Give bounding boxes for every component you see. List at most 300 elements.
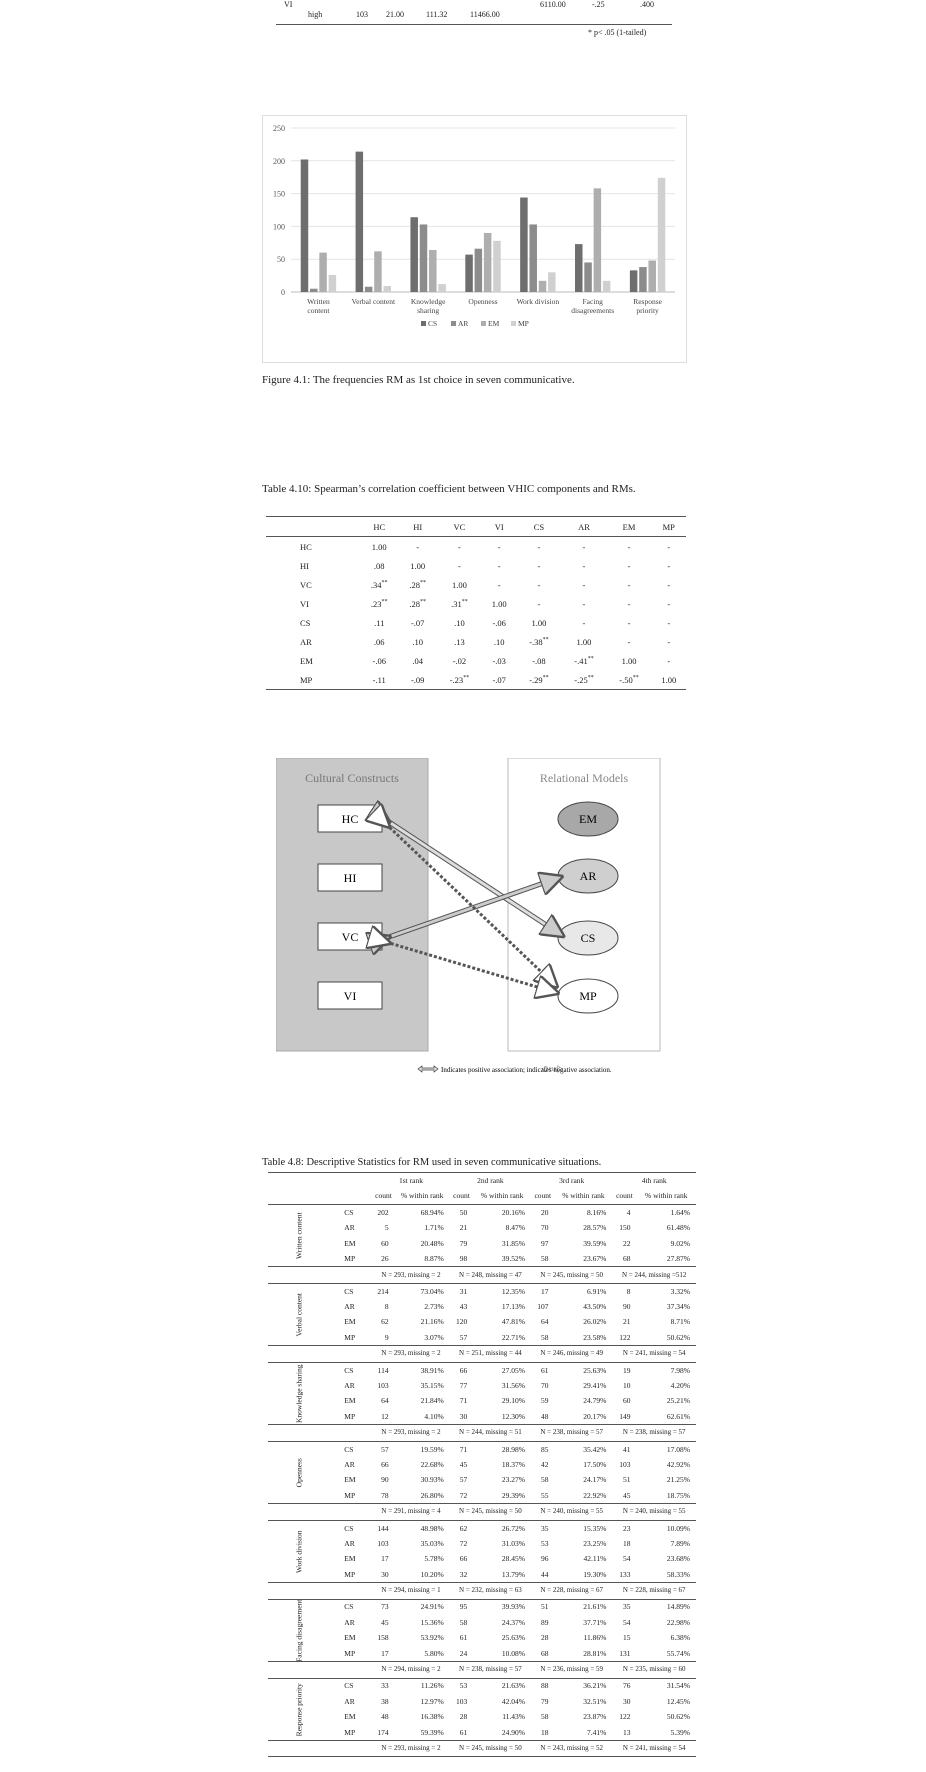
percent-header: % within rank xyxy=(480,1191,524,1201)
table-row xyxy=(268,1236,696,1251)
bar-ar-5 xyxy=(584,262,592,292)
count-cell: 96 xyxy=(541,1554,549,1564)
percent-cell: 10.08% xyxy=(501,1648,526,1658)
totals-blank xyxy=(268,1346,372,1362)
correlation-cell: - xyxy=(582,579,586,590)
count-cell: 72 xyxy=(459,1538,468,1548)
count-cell: 15 xyxy=(622,1633,631,1643)
percent-cell: 11.43% xyxy=(502,1712,526,1722)
legend-label: AR xyxy=(458,319,469,328)
table-row xyxy=(268,1694,696,1709)
count-cell: 51 xyxy=(622,1475,631,1485)
table-rule xyxy=(276,24,672,25)
fragment-value: 11466.00 xyxy=(470,10,500,19)
bar-ar-3 xyxy=(475,249,483,292)
count-cell: 79 xyxy=(459,1238,468,1248)
count-cell: 24 xyxy=(459,1648,468,1658)
correlation-row xyxy=(266,670,686,690)
percent-cell: 36.21% xyxy=(583,1681,607,1691)
correlation-table xyxy=(266,516,686,690)
row-label: HI xyxy=(300,560,309,571)
totals-cell: N = 293, missing = 2 xyxy=(372,1741,449,1757)
percent-cell: 35.15% xyxy=(420,1381,444,1391)
percent-cell: 5.78% xyxy=(424,1554,444,1564)
correlation-cell: 1.00 xyxy=(371,541,387,552)
rm-label: EM xyxy=(344,1554,356,1564)
fragment-value: 6110.00 xyxy=(540,0,566,9)
count-cell: 61 xyxy=(541,1365,549,1375)
legend-swatch-ar xyxy=(451,321,456,326)
count-cell: 48 xyxy=(381,1712,389,1722)
count-cell: 73 xyxy=(381,1602,389,1612)
totals-blank xyxy=(268,1583,372,1599)
rm-label: CS xyxy=(344,1681,354,1691)
count-cell: 66 xyxy=(459,1365,468,1375)
column-header: HI xyxy=(413,521,423,532)
totals-cell: N = 245, missing = 50 xyxy=(531,1267,612,1283)
vi-label: VI xyxy=(284,0,293,9)
bar-mp-0 xyxy=(329,275,337,292)
count-cell: 51 xyxy=(541,1602,549,1612)
percent-cell: 31.03% xyxy=(501,1538,526,1548)
count-cell: 122 xyxy=(619,1712,631,1722)
count-cell: 45 xyxy=(622,1490,631,1500)
table-row xyxy=(268,1204,696,1220)
column-header: CS xyxy=(533,521,545,532)
descriptive-statistics-table xyxy=(268,1172,696,1757)
significance-marker: ** xyxy=(587,674,594,681)
situation-label xyxy=(268,1204,330,1267)
bar-ar-6 xyxy=(639,267,647,292)
percent-cell: 24.90% xyxy=(501,1727,526,1737)
x-tick-label: Response xyxy=(633,297,662,306)
correlation-cell: - xyxy=(667,579,671,590)
rm-label: EM xyxy=(344,1238,356,1248)
correlation-cell: - xyxy=(537,598,541,609)
model-label: CS xyxy=(580,931,596,945)
count-cell: 32 xyxy=(459,1569,468,1579)
percent-cell: 42.04% xyxy=(501,1696,526,1706)
count-cell: 61 xyxy=(459,1633,468,1643)
count-cell: 8 xyxy=(626,1286,631,1296)
correlation-cell: .28** xyxy=(409,598,427,609)
totals-cell: N = 294, missing = 1 xyxy=(372,1583,449,1599)
rm-label: CS xyxy=(344,1602,354,1612)
percent-cell: 15.35% xyxy=(583,1523,607,1533)
correlation-row xyxy=(266,632,686,651)
percent-cell: 35.42% xyxy=(583,1444,607,1454)
correlation-cell: - xyxy=(667,636,671,647)
percent-cell: 39.52% xyxy=(501,1253,526,1263)
x-tick-label: Openness xyxy=(468,297,498,306)
correlation-cell: - xyxy=(537,579,541,590)
table-row xyxy=(268,1551,696,1566)
totals-cell: N = 293, missing = 2 xyxy=(372,1425,449,1441)
totals-blank xyxy=(268,1741,372,1757)
x-tick-label: priority xyxy=(636,306,659,315)
bar-cs-1 xyxy=(356,152,364,292)
count-cell: 5 xyxy=(384,1223,389,1233)
percent-cell: 73.04% xyxy=(420,1286,444,1296)
percent-cell: 27.87% xyxy=(666,1253,690,1263)
table-row xyxy=(268,1472,696,1487)
count-cell: 158 xyxy=(377,1633,389,1643)
relational-models-title: Relational Models xyxy=(539,771,629,785)
percent-header: % within rank xyxy=(562,1191,605,1201)
count-cell: 60 xyxy=(622,1396,631,1406)
table-row xyxy=(268,1393,696,1408)
bar-mp-1 xyxy=(383,286,391,292)
correlation-cell: -.06 xyxy=(372,655,386,666)
correlation-cell: .28** xyxy=(409,579,427,590)
bar-em-1 xyxy=(374,251,382,292)
bar-mp-2 xyxy=(438,284,446,292)
percent-cell: 17.50% xyxy=(583,1459,607,1469)
count-header: count xyxy=(616,1191,633,1201)
correlation-cell: - xyxy=(582,560,586,571)
totals-cell: N = 291, missing = 4 xyxy=(372,1504,449,1520)
figure-caption xyxy=(262,374,575,386)
construct-label: VC xyxy=(341,930,359,944)
column-header: EM xyxy=(622,521,636,532)
x-tick-label: Knowledge xyxy=(410,297,446,306)
row-label: EM xyxy=(300,655,313,666)
fragment-value: 21.00 xyxy=(386,10,404,19)
count-cell: 174 xyxy=(377,1727,389,1737)
count-cell: 26 xyxy=(381,1253,389,1263)
count-cell: 98 xyxy=(459,1253,468,1263)
percent-cell: 29.10% xyxy=(501,1396,526,1406)
bar-ar-1 xyxy=(365,287,373,292)
correlation-cell: .34** xyxy=(370,579,388,590)
bar-mp-6 xyxy=(658,178,666,292)
count-cell: 64 xyxy=(381,1396,389,1406)
count-cell: 38 xyxy=(381,1696,389,1706)
significance-marker: ** xyxy=(381,598,388,605)
significance-marker: ** xyxy=(381,579,388,586)
high-label: high xyxy=(308,10,323,19)
correlation-cell: 1.00 xyxy=(576,636,592,647)
correlation-cell: - xyxy=(627,560,631,571)
percent-cell: 15.36% xyxy=(420,1617,444,1627)
correlation-cell: - xyxy=(497,560,501,571)
percent-cell: 50.62% xyxy=(666,1332,690,1342)
model-label: MP xyxy=(579,989,597,1003)
percent-cell: 59.39% xyxy=(420,1727,444,1737)
count-cell: 120 xyxy=(455,1317,468,1327)
count-cell: 30 xyxy=(459,1411,468,1421)
count-cell: 57 xyxy=(459,1475,468,1485)
table-row xyxy=(268,1409,696,1425)
table-4-10-title: Table 4.10: Spearman’s correlation coefficient between VHIC components and RMs. xyxy=(262,483,636,495)
percent-cell: 7.98% xyxy=(670,1365,690,1375)
percent-cell: 27.05% xyxy=(501,1365,526,1375)
y-tick-label: 0 xyxy=(281,288,285,297)
table-row xyxy=(268,1457,696,1472)
count-cell: 30 xyxy=(622,1696,631,1706)
table-row xyxy=(268,1678,696,1694)
totals-cell: N = 241, missing = 54 xyxy=(612,1346,696,1362)
table-row xyxy=(268,1630,696,1645)
count-cell: 21 xyxy=(459,1223,468,1233)
count-cell: 57 xyxy=(459,1332,468,1342)
count-cell: 31 xyxy=(459,1286,468,1296)
totals-blank xyxy=(268,1662,372,1678)
count-cell: 45 xyxy=(459,1459,468,1469)
rm-label: MP xyxy=(344,1411,356,1421)
percent-cell: 22.71% xyxy=(501,1332,526,1342)
percent-cell: 7.41% xyxy=(586,1727,607,1737)
table-row xyxy=(268,1599,696,1615)
count-cell: 89 xyxy=(541,1617,549,1627)
count-cell: 79 xyxy=(541,1696,549,1706)
percent-cell: 21.63% xyxy=(501,1681,526,1691)
column-header: VI xyxy=(494,521,504,532)
count-cell: 18 xyxy=(541,1727,549,1737)
count-cell: 17 xyxy=(541,1286,549,1296)
count-cell: 90 xyxy=(381,1475,389,1485)
percent-cell: 42.92% xyxy=(666,1459,690,1469)
fragment-value: .400 xyxy=(640,0,654,9)
correlation-cell: - xyxy=(497,541,501,552)
correlation-cell: 1.00 xyxy=(531,617,547,628)
correlation-row xyxy=(266,651,686,670)
x-tick-label: Work division xyxy=(516,297,560,306)
totals-row xyxy=(268,1346,696,1362)
percent-cell: 12.45% xyxy=(666,1696,690,1706)
table-row xyxy=(268,1567,696,1583)
correlation-cell: - xyxy=(627,636,631,647)
table-row xyxy=(268,1362,696,1378)
count-cell: 90 xyxy=(622,1302,631,1312)
rm-label: EM xyxy=(344,1475,356,1485)
percent-cell: 61.48% xyxy=(666,1223,690,1233)
correlation-cell: .10 xyxy=(412,636,424,647)
count-cell: 85 xyxy=(541,1444,549,1454)
count-cell: 41 xyxy=(622,1444,631,1454)
table-row xyxy=(268,1536,696,1551)
percent-cell: 8.47% xyxy=(505,1223,526,1233)
x-tick-label: sharing xyxy=(417,306,440,315)
correlation-cell: - xyxy=(627,579,631,590)
count-cell: 12 xyxy=(381,1411,389,1421)
rm-label: AR xyxy=(344,1459,355,1469)
totals-cell: N = 244, missing = 51 xyxy=(450,1425,531,1441)
situation-label xyxy=(268,1599,330,1662)
totals-cell: N = 240, missing = 55 xyxy=(531,1504,612,1520)
row-label: AR xyxy=(300,636,312,647)
percent-cell: 7.89% xyxy=(670,1538,690,1548)
correlation-cell: - xyxy=(627,541,631,552)
correlation-row xyxy=(266,575,686,594)
count-cell: 71 xyxy=(459,1444,468,1454)
percent-cell: 25.21% xyxy=(666,1396,690,1406)
y-tick-label: 100 xyxy=(273,222,285,232)
table-row xyxy=(268,1378,696,1393)
legend-swatch-mp xyxy=(511,321,516,326)
count-cell: 68 xyxy=(622,1253,631,1263)
percent-cell: 39.93% xyxy=(501,1602,526,1612)
y-tick-label: 250 xyxy=(273,124,285,133)
percent-cell: 26.02% xyxy=(583,1317,607,1327)
count-cell: 17 xyxy=(381,1554,389,1564)
count-cell: 53 xyxy=(541,1538,549,1548)
table-row xyxy=(268,1283,696,1299)
y-tick-label: 200 xyxy=(273,156,285,166)
correlation-cell: - xyxy=(458,560,461,571)
percent-cell: 8.87% xyxy=(424,1253,444,1263)
count-cell: 97 xyxy=(541,1238,549,1248)
rm-label: EM xyxy=(344,1317,356,1327)
rm-label: MP xyxy=(344,1490,356,1500)
x-tick-label: content xyxy=(307,306,330,315)
row-label: CS xyxy=(300,617,311,628)
count-cell: 50 xyxy=(459,1207,468,1217)
percent-cell: 16.38% xyxy=(420,1712,444,1722)
correlation-header-row xyxy=(266,517,686,537)
percent-cell: 28.81% xyxy=(583,1648,607,1658)
correlation-cell: - xyxy=(582,598,586,609)
totals-cell: N = 232, missing = 63 xyxy=(450,1583,531,1599)
correlation-cell: -.23** xyxy=(449,674,470,685)
percent-cell: 4.20% xyxy=(670,1381,690,1391)
count-cell: 78 xyxy=(381,1490,389,1500)
table-row xyxy=(268,1315,696,1330)
percent-cell: 42.11% xyxy=(583,1554,607,1564)
count-cell: 103 xyxy=(377,1381,389,1391)
correlation-cell: - xyxy=(582,541,586,552)
totals-cell: N = 238, missing = 57 xyxy=(450,1662,531,1678)
totals-cell: N = 244, missing =512 xyxy=(612,1267,696,1283)
significance-marker: ** xyxy=(420,598,427,605)
fragment-value: 111.32 xyxy=(426,10,448,19)
table-row xyxy=(268,1725,696,1741)
legend-label: EM xyxy=(488,319,500,328)
percent-cell: 5.80% xyxy=(424,1648,444,1658)
correlation-cell: - xyxy=(497,579,501,590)
count-cell: 21 xyxy=(622,1317,631,1327)
percent-cell: 23.25% xyxy=(583,1538,607,1548)
situation-label-text: Knowledge sharing xyxy=(294,1364,304,1423)
percent-cell: 37.34% xyxy=(666,1302,690,1312)
percent-cell: 23.68% xyxy=(666,1554,690,1564)
blank-header xyxy=(330,1188,372,1204)
correlation-cell: - xyxy=(667,560,671,571)
correlation-cell: -.29** xyxy=(529,674,549,685)
percent-cell: 11.86% xyxy=(583,1633,607,1643)
count-cell: 35 xyxy=(541,1523,549,1533)
count-header: count xyxy=(453,1191,470,1201)
rm-label: CS xyxy=(344,1286,354,1296)
table-row xyxy=(268,1646,696,1662)
count-cell: 58 xyxy=(541,1712,549,1722)
totals-cell: N = 245, missing = 50 xyxy=(450,1504,531,1520)
correlation-cell: - xyxy=(537,560,541,571)
column-header: HC xyxy=(373,521,386,532)
count-cell: 17 xyxy=(381,1648,389,1658)
percent-cell: 4.10% xyxy=(424,1411,444,1421)
significance-marker: ** xyxy=(587,655,594,662)
correlation-cell: -.03 xyxy=(492,655,506,666)
percent-cell: 29.39% xyxy=(501,1490,526,1500)
percent-cell: 8.16% xyxy=(586,1207,607,1217)
count-cell: 62 xyxy=(381,1317,389,1327)
percent-cell: 21.61% xyxy=(583,1602,607,1612)
legend-swatch-em xyxy=(481,321,486,326)
rm-label: AR xyxy=(344,1302,355,1312)
totals-cell: N = 228, missing = 67 xyxy=(531,1583,612,1599)
correlation-cell: -.11 xyxy=(372,674,386,685)
totals-cell: N = 238, missing = 57 xyxy=(531,1425,612,1441)
percent-cell: 20.48% xyxy=(420,1238,444,1248)
percent-cell: 13.79% xyxy=(501,1569,526,1579)
totals-blank xyxy=(268,1267,372,1283)
bar-cs-4 xyxy=(520,198,528,292)
rm-label: AR xyxy=(344,1381,355,1391)
table-row xyxy=(268,1441,696,1457)
table-row xyxy=(268,1299,696,1314)
correlation-cell: - xyxy=(582,617,586,628)
percent-cell: 1.71% xyxy=(424,1223,444,1233)
correlation-cell: - xyxy=(458,541,461,552)
percent-cell: 43.50% xyxy=(583,1302,607,1312)
count-cell: 48 xyxy=(541,1411,549,1421)
count-cell: 103 xyxy=(455,1696,468,1706)
table-row xyxy=(268,1488,696,1504)
correlation-cell: -.06 xyxy=(492,617,506,628)
count-cell: 77 xyxy=(459,1381,468,1391)
percent-cell: 68.94% xyxy=(420,1207,444,1217)
count-header: count xyxy=(534,1191,552,1201)
count-cell: 58 xyxy=(459,1617,468,1627)
previous-table-fragment xyxy=(260,0,680,40)
count-cell: 66 xyxy=(381,1459,389,1469)
totals-cell: N = 294, missing = 2 xyxy=(372,1662,449,1678)
count-header: count xyxy=(375,1191,392,1201)
count-cell: 76 xyxy=(622,1681,631,1691)
count-cell: 28 xyxy=(541,1633,549,1643)
correlation-cell: - xyxy=(667,598,671,609)
row-label: VI xyxy=(300,598,309,609)
percent-cell: 62.61% xyxy=(666,1411,690,1421)
count-cell: 95 xyxy=(459,1602,468,1612)
correlation-cell: - xyxy=(416,541,420,552)
bar-mp-3 xyxy=(493,241,501,292)
percent-header: % within rank xyxy=(400,1191,444,1201)
count-cell: 133 xyxy=(619,1569,631,1579)
percent-cell: 24.79% xyxy=(583,1396,607,1406)
diagram-svg xyxy=(276,758,686,1088)
count-cell: 10 xyxy=(622,1381,631,1391)
correlation-cell: .06 xyxy=(373,636,385,647)
totals-row xyxy=(268,1662,696,1678)
construct-label: VI xyxy=(343,989,357,1003)
percent-cell: 3.32% xyxy=(670,1286,690,1296)
percent-cell: 28.57% xyxy=(583,1223,607,1233)
rank-header-row xyxy=(268,1173,696,1189)
count-cell: 122 xyxy=(619,1332,631,1342)
situation-label-text: Verbal content xyxy=(294,1292,304,1337)
correlation-cell: -.09 xyxy=(410,674,425,685)
rm-label: CS xyxy=(344,1444,354,1454)
count-cell: 8 xyxy=(384,1302,389,1312)
rm-label: AR xyxy=(344,1617,355,1627)
count-cell: 114 xyxy=(377,1365,389,1375)
percent-cell: 12.97% xyxy=(420,1696,444,1706)
percent-cell: 55.74% xyxy=(666,1648,690,1658)
correlation-cell: .04 xyxy=(412,655,424,666)
correlation-cell: -.41** xyxy=(574,655,594,666)
